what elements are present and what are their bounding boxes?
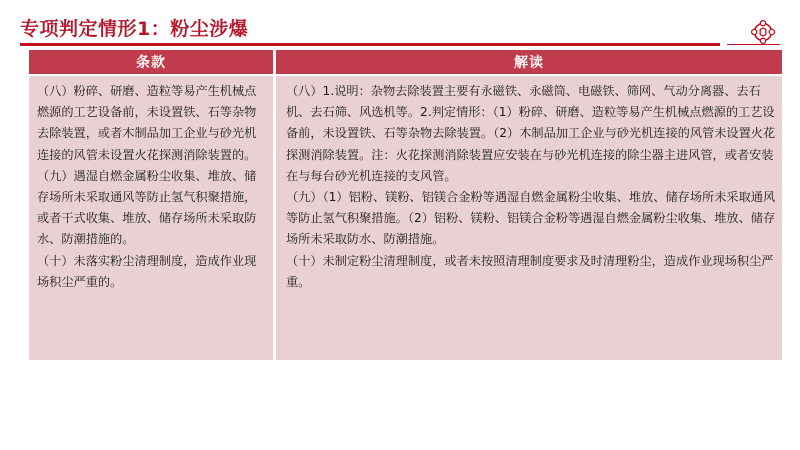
clause-paragraph-8: （八）粉碎、研磨、造粒等易产生机械点燃源的工艺设备前，未设置铁、石等杂物去除装置，或者木制品加工企业与砂光机连接的风管未设置火花探测消除装置的。 (37, 84, 257, 162)
logo-underline (727, 44, 780, 45)
interpretation-paragraph-10: （十）未制定粉尘清理制度，或者未按照清理制度要求及时清理粉尘，造成作业现场积尘严重。 (286, 253, 774, 289)
clause-table (29, 50, 782, 360)
slide-title: 专项判定情形1：粉尘涉爆 (20, 18, 249, 40)
seal-logo-icon (751, 20, 775, 44)
clause-paragraph-10: （十）未落实粉尘清理制度，造成作业现场积尘严重的。 (37, 253, 257, 289)
clause-cell (29, 76, 273, 360)
clause-paragraph-9: （九）遇湿自燃金属粉尘收集、堆放、储存场所未采取通风等防止氢气积聚措施，或者干式收集、堆放、储存场所未采取防水、防潮措施的。 (37, 168, 257, 247)
interpretation-paragraph-8: （八）1.说明：杂物去除装置主要有永磁铁、永磁筒、电磁铁、筛网、气动分离器、去石机、去石筛、风选机等。2.判定情形：（1）粉碎、研磨、造粒等易产生机械点燃源的工艺设备前，未设置铁、石等杂物去除装置。（2）木制品加工企业与砂光机连接的风管未设置火花探测消除装置。注：火花探测消除装置应安装在与砂光机连接的除尘器主进风管，或者安装在与每台砂光机连接的支风管。 (286, 84, 776, 183)
interpretation-cell (276, 76, 782, 360)
interpretation-paragraph-9: （九）（1）铝粉、镁粉、铝镁合金粉等遇湿自燃金属粉尘收集、堆放、储存场所未采取通风等防止氢气积聚措施。（2）铝粉、镁粉、铝镁合金粉等遇湿自燃金属粉尘收集、堆放、储存场所未采取防水、防潮措施。 (286, 190, 776, 247)
interpretation-column-header: 解读 (276, 50, 782, 74)
title-underline (20, 43, 720, 46)
clause-column-header: 条款 (29, 50, 273, 74)
